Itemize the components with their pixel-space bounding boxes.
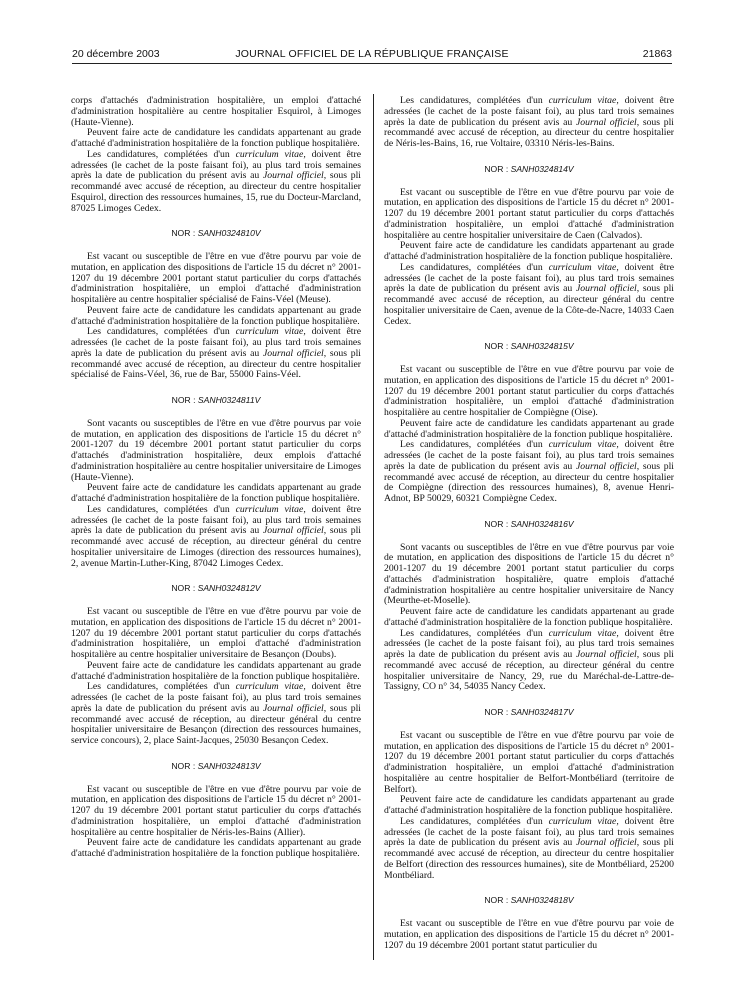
- nor-code: SANH0324813V: [197, 760, 261, 771]
- left-column-paragraph: Peuvent faire acte de candidature les candidats appartenant au grade d'attaché d'administration hospitalière de la fonction publique hospitalière.: [71, 837, 361, 859]
- left-column-paragraph: Est vacant ou susceptible de l'être en vue d'être pourvu par voie de mutation, en application des dispositions de l'article 15 du décret n° 2001-1207 du 19 décembre 2001 portant statut particulier du corps d'attachés d'administration hospitalière, un emploi d'attaché d'administration hospitalière au centre hospitalier universitaire de Besançon (Doubs).: [71, 606, 361, 660]
- nor-label: NOR :: [171, 760, 196, 771]
- nor-code: SANH0324815V: [510, 341, 574, 352]
- right-column-paragraph: Est vacant ou susceptible de l'être en vue d'être pourvu par voie de mutation, en application des dispositions de l'article 15 du décret n° 2001-1207 du 19 décembre 2001 portant statut particulier du: [384, 918, 674, 951]
- right-column-paragraph: Est vacant ou susceptible de l'être en vue d'être pourvu par voie de mutation, en application des dispositions de l'article 15 du décret n° 2001-1207 du 19 décembre 2001 portant statut particulier du corps d'attachés d'administration hospitalière, un emploi d'attaché d'administration hospitalière au centre hospitalier de Compiègne (Oise).: [384, 364, 674, 418]
- left-column-paragraph: Est vacant ou susceptible de l'être en vue d'être pourvu par voie de mutation, en application des dispositions de l'article 15 du décret n° 2001-1207 du 19 décembre 2001 portant statut particulier du corps d'attachés d'administration hospitalière, un emploi d'attaché d'administration hospitalière au centre hospitalier spécialisé de Fains-Véel (Meuse).: [71, 251, 361, 305]
- nor-code: SANH0324817V: [510, 707, 574, 717]
- left-column-paragraph: corps d'attachés d'administration hospitalière, un emploi d'attaché d'administration hospitalière au centre hospitalier Esquirol, à Limoges (Haute-Vienne).: [71, 95, 361, 128]
- page-header: [72, 48, 672, 64]
- left-column-paragraph: Les candidatures, complétées d'un curriculum vitae, doivent être adressées (le cachet de la poste faisant foi), au plus tard trois semaines après la date de publication du présent avis au Journal officiel, sous pli recommandé avec accusé de réception, au directeur du centre hospitalier Esquirol, direction des ressources humaines, 15, rue du Docteur-Marcland, 87025 Limoges Cedex.: [71, 148, 361, 214]
- left-column-paragraph: Peuvent faire acte de candidature les candidats appartenant au grade d'attaché d'administration hospitalière de la fonction publique hospitalière.: [71, 659, 361, 682]
- nor-reference: [71, 583, 361, 594]
- nor-reference: [384, 707, 674, 718]
- nor-code: SANH0324812V: [197, 583, 261, 594]
- nor-reference: [384, 164, 674, 175]
- nor-code: SANH0324816V: [510, 518, 574, 529]
- nor-label: NOR :: [484, 518, 509, 529]
- right-column-paragraph: Les candidatures, complétées d'un curriculum vitae, doivent être adressées (le cachet de la poste faisant foi), au plus tard trois semaines après la date de publication du présent avis au Journal officiel, sous pli recommandé avec accusé de réception, au directeur général du centre hospitalier universitaire de Caen, avenue de la Côte-de-Nacre, 14033 Caen Cedex.: [384, 261, 674, 327]
- page-number: 21863: [642, 48, 672, 60]
- right-column-paragraph: Peuvent faire acte de candidature les candidats appartenant au grade d'attaché d'administration hospitalière de la fonction publique hospitalière.: [384, 606, 674, 628]
- nor-reference: [71, 395, 361, 406]
- right-column-paragraph: Les candidatures, complétées d'un curriculum vitae, doivent être adressées (le cachet de la poste faisant foi), au plus tard trois semaines après la date de publication du présent avis au Journal officiel, sous pli recommandé avec accusé de réception, au directeur du centre hospitalier de Néris-les-Bains, 16, rue Voltaire, 03310 Néris-les-Bains.: [384, 95, 674, 149]
- left-column-paragraph: Les candidatures, complétées d'un curriculum vitae, doivent être adressées (le cachet de la poste faisant foi), au plus tard trois semaines après la date de publication du présent avis au Journal officiel, sous pli recommandé avec accusé de réception, au directeur général du centre hospitalier universitaire de Besançon (direction des ressources humaines, service concours), 2, place Saint-Jacques, 25030 Besançon Cedex.: [71, 681, 361, 746]
- nor-code: SANH0324810V: [197, 228, 261, 239]
- nor-label: NOR :: [484, 895, 509, 906]
- left-column: [71, 96, 361, 860]
- right-column-paragraph: Les candidatures, complétées d'un curriculum vitae, doivent être adressées (le cachet de la poste faisant foi), au plus tard trois semaines après la date de publication du présent avis au Journal officiel, sous pli recommandé avec accusé de réception, au directeur du centre hospitalier de Belfort (direction des ressources humaines), site de Montbéliard, 25200 Montbéliard.: [384, 815, 674, 881]
- right-column-paragraph: Les candidatures, complétées d'un curriculum vitae, doivent être adressées (le cachet de la poste faisant foi), au plus tard trois semaines après la date de publication du présent avis au Journal officiel, sous pli recommandé avec accusé de réception, au directeur général du centre hospitalier universitaire de Nancy, 29, rue du Maréchal-de-Lattre-de-Tassigny, CO n° 34, 54035 Nancy Cedex.: [384, 627, 674, 693]
- nor-code: SANH0324814V: [510, 163, 574, 174]
- left-column-paragraph: Peuvent faire acte de candidature les candidats appartenant au grade d'attaché d'administration hospitalière de la fonction publique hospitalière.: [71, 304, 361, 327]
- left-column-paragraph: Sont vacants ou susceptibles de l'être en vue d'être pourvus par voie de mutation, en application des dispositions de l'article 15 du décret n° 2001-1207 du 19 décembre 2001 portant statut particulier du corps d'attachés d'administration hospitalière, deux emplois d'attaché d'administration hospitalière au centre hospitalier universitaire de Limoges (Haute-Vienne).: [71, 417, 361, 483]
- nor-label: NOR :: [171, 228, 196, 239]
- left-column-paragraph: Les candidatures, complétées d'un curriculum vitae, doivent être adressées (le cachet de la poste faisant foi), au plus tard trois semaines après la date de publication du présent avis au Journal officiel, sous pli recommandé avec accusé de réception, au directeur général du centre hospitalier universitaire de Limoges (direction des ressources humaines), 2, avenue Martin-Luther-King, 87042 Limoges Cedex.: [71, 503, 361, 569]
- nor-label: NOR :: [171, 395, 196, 405]
- nor-label: NOR :: [171, 583, 196, 594]
- right-column-paragraph: Peuvent faire acte de candidature les candidats appartenant au grade d'attaché d'administration hospitalière de la fonction publique hospitalière.: [384, 794, 674, 816]
- right-column-paragraph: Peuvent faire acte de candidature les candidats appartenant au grade d'attaché d'administration hospitalière de la fonction publique hospitalière.: [384, 417, 674, 440]
- nor-code: SANH0324818V: [510, 895, 574, 906]
- right-column-paragraph: Peuvent faire acte de candidature les candidats appartenant au grade d'attaché d'administration hospitalière de la fonction publique hospitalière.: [384, 240, 674, 262]
- column-divider: [373, 94, 374, 960]
- nor-reference: [384, 895, 674, 906]
- left-column-paragraph: Est vacant ou susceptible de l'être en vue d'être pourvu par voie de mutation, en application des dispositions de l'article 15 du décret n° 2001-1207 du 19 décembre 2001 portant statut particulier du corps d'attachés d'administration hospitalière, un emploi d'attaché d'administration hospitalière au centre hospitalier de Néris-les-Bains (Allier).: [71, 783, 361, 838]
- header-title: JOURNAL OFFICIEL DE LA RÉPUBLIQUE FRANÇAISE: [235, 48, 509, 60]
- nor-reference: [71, 228, 361, 239]
- left-column-paragraph: Peuvent faire acte de candidature les candidats appartenant au grade d'attaché d'administration hospitalière de la fonction publique hospitalière.: [71, 482, 361, 504]
- nor-label: NOR :: [484, 341, 509, 352]
- left-column-paragraph: Les candidatures, complétées d'un curriculum vitae, doivent être adressées (le cachet de la poste faisant foi), au plus tard trois semaines après la date de publication du présent avis au Journal officiel, sous pli recommandé avec accusé de réception, au directeur du centre hospitalier spécialisé de Fains-Véel, 36, rue de Bar, 55000 Fains-Véel.: [71, 326, 361, 381]
- left-column-paragraph: Peuvent faire acte de candidature les candidats appartenant au grade d'attaché d'administration hospitalière de la fonction publique hospitalière.: [71, 127, 361, 149]
- nor-reference: [71, 761, 361, 772]
- right-column-paragraph: Sont vacants ou susceptibles de l'être en vue d'être pourvus par voie de mutation, en application des dispositions de l'article 15 du décret n° 2001-1207 du 19 décembre 2001 portant statut particulier du corps d'attachés d'administration hospitalière, quatre emplois d'attaché d'administration hospitalière au centre hospitalier universitaire de Nancy (Meurthe-et-Moselle).: [384, 541, 674, 607]
- nor-code: SANH0324811V: [197, 395, 261, 405]
- right-column-paragraph: Les candidatures, complétées d'un curriculum vitae, doivent être adressées (le cachet de la poste faisant foi), au plus tard trois semaines après la date de publication du présent avis au Journal officiel, sous pli recommandé avec accusé de réception, au directeur du centre hospitalier de Compiègne (direction des ressources humaines), 8, avenue Henri-Adnot, BP 50029, 60321 Compiègne Cedex.: [384, 439, 674, 504]
- right-column-paragraph: Est vacant ou susceptible de l'être en vue d'être pourvu par voie de mutation, en application des dispositions de l'article 15 du décret n° 2001-1207 du 19 décembre 2001 portant statut particulier du corps d'attachés d'administration hospitalière, un emploi d'attaché d'administration hospitalière au centre hospitalier de Belfort-Montbéliard (territoire de Belfort).: [384, 729, 674, 795]
- nor-reference: [384, 341, 674, 352]
- right-column: [384, 96, 674, 951]
- nor-reference: [384, 519, 674, 530]
- right-column-paragraph: Est vacant ou susceptible de l'être en vue d'être pourvu par voie de mutation, en application des dispositions de l'article 15 du décret n° 2001-1207 du 19 décembre 2001 portant statut particulier du corps d'attachés d'administration hospitalière, un emploi d'attaché d'administration hospitalière au centre hospitalier universitaire de Caen (Calvados).: [384, 186, 674, 241]
- nor-label: NOR :: [484, 707, 509, 717]
- nor-label: NOR :: [484, 163, 509, 174]
- header-date: 20 décembre 2003: [72, 48, 160, 60]
- header-rule: [72, 63, 672, 64]
